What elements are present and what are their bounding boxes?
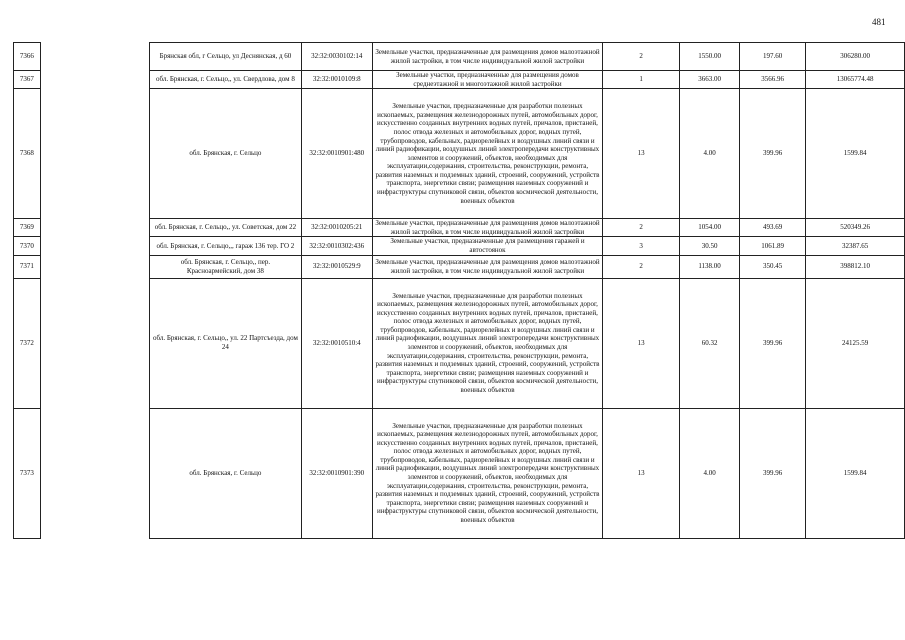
row-number-cell: 7373 [14,408,41,538]
address-cell: Брянская обл, г Сельцо, ул Деснянская, д 60 [150,43,301,71]
area-cell: 3663.00 [680,71,740,89]
cadastral-value-cell: 13065774.48 [806,71,905,89]
cadastral-number-cell: 32:32:0010205:21 [301,219,373,237]
table-row [14,408,905,538]
spacer-cell [40,219,150,237]
rate-cell: 399.96 [739,408,805,538]
group-cell: 13 [602,278,679,408]
permitted-use-cell: Земельные участки, предназначенные для размещения домов малоэтажной жилой застройки, в том числе индивидуальной жилой застройки [373,43,603,71]
area-cell: 1138.00 [680,255,740,278]
area-cell: 1054.00 [680,219,740,237]
table-row [14,71,905,89]
table-row [14,89,905,219]
spacer-cell [40,43,150,71]
spacer-cell [40,89,150,219]
row-number-cell: 7372 [14,278,41,408]
address-cell: обл. Брянская, г. Сельцо [150,89,301,219]
cadastral-value-cell: 306280.00 [806,43,905,71]
group-cell: 1 [602,71,679,89]
cadastral-value-cell: 1599.84 [806,408,905,538]
spacer-cell [40,408,150,538]
row-number-cell: 7367 [14,71,41,89]
rate-cell: 399.96 [739,89,805,219]
rate-cell: 197.60 [739,43,805,71]
permitted-use-cell: Земельные участки, предназначенные для размещения домов малоэтажной жилой застройки, в том числе индивидуальной жилой застройки [373,219,603,237]
permitted-use-cell: Земельные участки, предназначенные для размещения домов среднеэтажной и многоэтажной жилой застройки [373,71,603,89]
row-number-cell: 7368 [14,89,41,219]
cadastral-value-cell: 520349.26 [806,219,905,237]
table-row [14,43,905,71]
rate-cell: 1061.89 [739,237,805,255]
cadastral-number-cell: 32:32:0010302:436 [301,237,373,255]
area-cell: 1550.00 [680,43,740,71]
row-number-cell: 7370 [14,237,41,255]
rate-cell: 399.96 [739,278,805,408]
cadastral-value-cell: 24125.59 [806,278,905,408]
cadastral-number-cell: 32:32:0010510:4 [301,278,373,408]
area-cell: 4.00 [680,89,740,219]
cadastral-number-cell: 32:32:0010901:390 [301,408,373,538]
address-cell: обл. Брянская, г. Сельцо,, ул. Советская, дом 22 [150,219,301,237]
page-number: 481 [872,17,886,27]
group-cell: 2 [602,43,679,71]
group-cell: 2 [602,219,679,237]
spacer-cell [40,255,150,278]
permitted-use-cell: Земельные участки, предназначенные для разработки полезных ископаемых, размещения железнодорожных путей, автомобильных дорог, искусственно созданных внутренних водных путей, причалов, пристаней, полос отвода железных и автомобильных дорог, водных путей, трубопроводов, кабельных, радиорелейных и воздушных линий связи и линий радиофикации, воздушных линий электропередачи конструктивных элементов и сооружений, объектов, необходимых для эксплуатации,содержания, строительства, реконструкции, ремонта, развития наземных и подземных зданий, строений, сооружений, устройств транспорта, энергетики связи; размещения наземных сооружений и инфраструктуры спутниковой связи, объектов космической деятельности, военных объектов [373,89,603,219]
permitted-use-cell: Земельные участки, предназначенные для размещения домов малоэтажной жилой застройки, в том числе индивидуальной жилой застройки [373,255,603,278]
table-row [14,219,905,237]
table-row [14,278,905,408]
rate-cell: 3566.96 [739,71,805,89]
address-cell: обл. Брянская, г. Сельцо [150,408,301,538]
rate-cell: 350.45 [739,255,805,278]
permitted-use-cell: Земельные участки, предназначенные для разработки полезных ископаемых, размещения железнодорожных путей, автомобильных дорог, искусственно созданных внутренних водных путей, причалов, пристаней, полос отвода железных и автомобильных дорог, водных путей, трубопроводов, кабельных, радиорелейных и воздушных линий связи и линий радиофикации, воздушных линий электропередачи конструктивных элементов и сооружений, объектов, необходимых для эксплуатации,содержания, строительства, реконструкции, ремонта, развития наземных и подземных зданий, строений, сооружений, устройств транспорта, энергетики связи; размещения наземных сооружений и инфраструктуры спутниковой связи, объектов космической деятельности, военных объектов [373,278,603,408]
address-cell: обл. Брянская, г. Сельцо,,, гараж 136 тер. ГО 2 [150,237,301,255]
cadastral-number-cell: 32:32:0030102:14 [301,43,373,71]
group-cell: 3 [602,237,679,255]
group-cell: 13 [602,89,679,219]
spacer-cell [40,237,150,255]
cadastral-value-table [13,42,905,539]
address-cell: обл. Брянская, г. Сельцо,, ул. 22 Партсъезда, дом 24 [150,278,301,408]
cadastral-value-cell: 32387.65 [806,237,905,255]
cadastral-number-cell: 32:32:0010529:9 [301,255,373,278]
area-cell: 30.50 [680,237,740,255]
permitted-use-cell: Земельные участки, предназначенные для разработки полезных ископаемых, размещения железнодорожных путей, автомобильных дорог, искусственно созданных внутренних водных путей, причалов, пристаней, полос отвода железных и автомобильных дорог, водных путей, трубопроводов, кабельных, радиорелейных и воздушных линий связи и линий радиофикации, воздушных линий электропередачи конструктивных элементов и сооружений, объектов, необходимых для эксплуатации,содержания, строительства, реконструкции, ремонта, развития наземных и подземных зданий, строений, сооружений, устройств транспорта, энергетики связи; размещения наземных сооружений и инфраструктуры спутниковой связи, объектов космической деятельности, военных объектов [373,408,603,538]
rate-cell: 493.69 [739,219,805,237]
cadastral-number-cell: 32:32:0010109:8 [301,71,373,89]
row-number-cell: 7371 [14,255,41,278]
cadastral-number-cell: 32:32:0010901:480 [301,89,373,219]
spacer-cell [40,71,150,89]
cadastral-value-cell: 1599.84 [806,89,905,219]
area-cell: 60.32 [680,278,740,408]
group-cell: 2 [602,255,679,278]
cadastral-value-cell: 398812.10 [806,255,905,278]
area-cell: 4.00 [680,408,740,538]
spacer-cell [40,278,150,408]
address-cell: обл. Брянская, г. Сельцо,, пер. Красноармейский, дом 38 [150,255,301,278]
group-cell: 13 [602,408,679,538]
table-row [14,255,905,278]
row-number-cell: 7369 [14,219,41,237]
row-number-cell: 7366 [14,43,41,71]
permitted-use-cell: Земельные участки, предназначенные для размещения гаражей и автостоянок [373,237,603,255]
table-row [14,237,905,255]
address-cell: обл. Брянская, г. Сельцо,, ул. Свердлова, дом 8 [150,71,301,89]
